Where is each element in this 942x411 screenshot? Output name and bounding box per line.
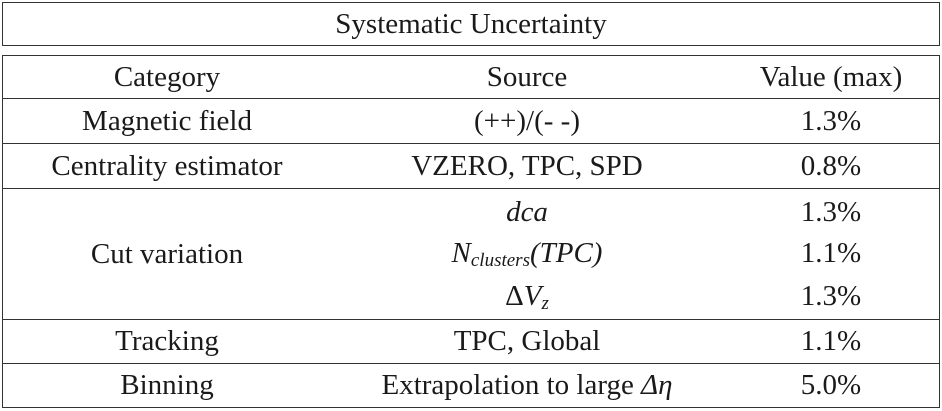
row-tracking-value: 1.1% [800,325,862,357]
row-tracking-source: TPC, Global [453,325,601,357]
systematic-uncertainty-table [2,2,940,408]
delta-eta-math: Δη [641,369,673,401]
row-cut-deltavz-source [332,274,722,318]
header-source: Source [486,60,568,93]
vz-base: V [523,279,542,312]
row-centrality-category: Centrality estimator [51,149,283,182]
nclusters-sub: clusters [470,250,530,271]
row-magnetic-field-source: (++)/(- -) [474,104,580,137]
row-cut-variation-category: Cut variation [90,237,244,270]
row-cut-dca-value: 1.3% [800,195,862,228]
vz-sub: z [541,293,549,314]
row-magnetic-field-category: Magnetic field [82,104,252,137]
row-magnetic-field-value: 1.3% [800,104,862,137]
table-title: Systematic Uncertainty [2,2,940,46]
delta-symbol: Δ [505,279,524,312]
row-tracking-category: Tracking [115,325,219,357]
row-cut-nclusters-source [332,231,722,275]
binning-source-text: Extrapolation to large [381,369,634,401]
row-cut-deltavz-value: 1.3% [800,279,862,312]
header-value: Value (max) [759,60,903,93]
dca-math: dca [506,195,548,228]
row-binning-value: 5.0% [800,369,862,401]
header-category: Category [113,60,221,93]
row-cut-dca-source [332,192,722,232]
row-cut-nclusters-value: 1.1% [800,236,862,269]
nclusters-rest: (TPC) [529,236,603,269]
nclusters-base: N [451,236,471,269]
row-binning-category: Binning [120,369,214,401]
row-binning-source [332,364,722,407]
row-centrality-value: 0.8% [800,149,862,182]
row-centrality-source: VZERO, TPC, SPD [411,149,643,182]
rule-bottom [2,407,940,408]
